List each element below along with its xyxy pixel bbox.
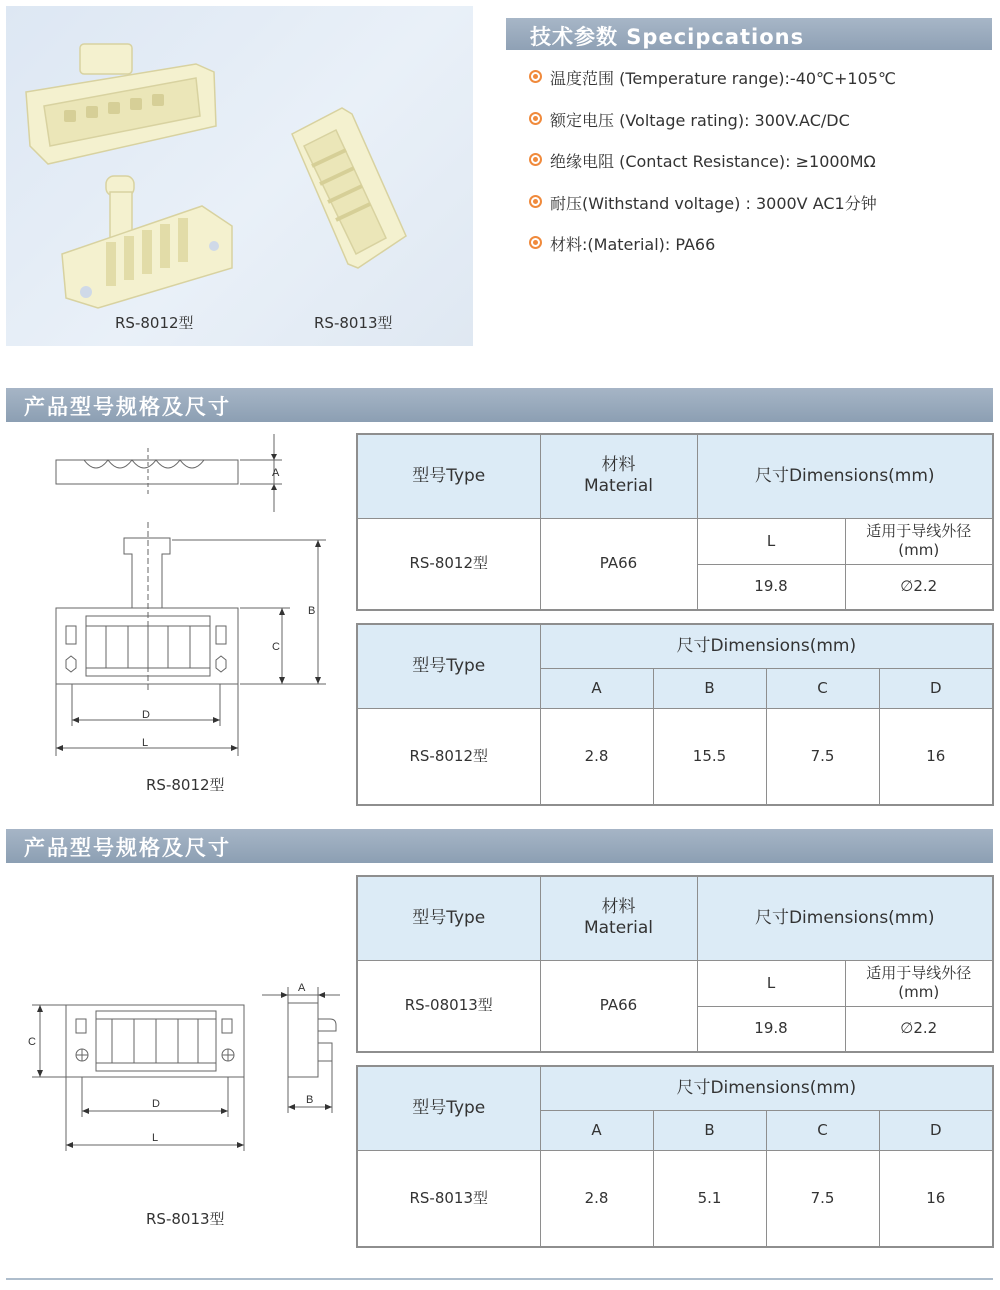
header-type: 型号Type — [357, 876, 540, 960]
col-b: B — [653, 1110, 766, 1150]
cell-model: RS-8012型 — [357, 708, 540, 805]
header-dimensions: 尺寸Dimensions(mm) — [540, 624, 993, 668]
dim-label-l: L — [142, 737, 149, 749]
col-c: C — [766, 668, 879, 708]
dim-label-a: A — [298, 982, 306, 994]
specs-title: 技术参数 Specipcations — [530, 25, 805, 49]
cell-l-value: 19.8 — [697, 564, 845, 610]
bullet-icon — [529, 70, 542, 83]
spec-item-voltage: 额定电压 (Voltage rating): 300V.AC/DC — [529, 108, 999, 150]
section1-title: 产品型号规格及尺寸 — [24, 395, 231, 419]
subheader-l: L — [697, 518, 845, 564]
cell-d: 16 — [879, 708, 993, 805]
cell-model: RS-8012型 — [357, 518, 540, 610]
col-c: C — [766, 1110, 879, 1150]
dim-label-b: B — [306, 1094, 314, 1106]
dim-label-a: A — [272, 467, 280, 479]
bottom-divider — [6, 1278, 993, 1280]
col-d: D — [879, 668, 993, 708]
cell-c: 7.5 — [766, 708, 879, 805]
cell-wire-value: ∅2.2 — [845, 564, 993, 610]
photo-caption-rs8012: RS-8012型 — [115, 314, 194, 332]
header-dimensions: 尺寸Dimensions(mm) — [697, 876, 993, 960]
header-dimensions: 尺寸Dimensions(mm) — [697, 434, 993, 518]
product-photo — [6, 6, 473, 346]
header-material: 材料 Material — [540, 434, 697, 518]
rs8012-technical-drawing — [40, 430, 340, 770]
dim-label-c: C — [28, 1036, 36, 1048]
subheader-wire-diameter: 适用于导线外径 (mm) — [845, 960, 993, 1006]
header-type: 型号Type — [357, 434, 540, 518]
cell-l-value: 19.8 — [697, 1006, 845, 1052]
header-type: 型号Type — [357, 624, 540, 708]
rs8012-material-table — [356, 433, 994, 611]
section2-title: 产品型号规格及尺寸 — [24, 836, 231, 860]
dim-label-c: C — [272, 641, 280, 653]
col-a: A — [540, 1110, 653, 1150]
bullet-icon — [529, 236, 542, 249]
cell-d: 16 — [879, 1150, 993, 1247]
header-material: 材料 Material — [540, 876, 697, 960]
cell-wire-value: ∅2.2 — [845, 1006, 993, 1052]
rs8013-technical-drawing — [22, 975, 352, 1165]
dim-label-d: D — [152, 1098, 160, 1110]
rs8012-top-connector — [26, 44, 216, 164]
dim-label-b: B — [308, 605, 316, 617]
rs8012-dimensions-table — [356, 623, 994, 806]
cell-b: 15.5 — [653, 708, 766, 805]
col-a: A — [540, 668, 653, 708]
rs8013-dimensions-table — [356, 1065, 994, 1248]
rs8013-material-table — [356, 875, 994, 1053]
cell-model: RS-08013型 — [357, 960, 540, 1052]
bullet-icon — [529, 153, 542, 166]
spec-item-withstand: 耐压(Withstand voltage) : 3000V AC1分钟 — [529, 191, 999, 233]
cell-a: 2.8 — [540, 708, 653, 805]
subheader-l: L — [697, 960, 845, 1006]
cell-material: PA66 — [540, 960, 697, 1052]
dim-label-d: D — [142, 709, 150, 721]
spec-item-resistance: 绝缘电阻 (Contact Resistance): ≥1000MΩ — [529, 149, 999, 191]
connector-photo-illustration — [6, 6, 473, 346]
header-type: 型号Type — [357, 1066, 540, 1150]
rs8012-drawing-caption: RS-8012型 — [146, 776, 225, 794]
cell-c: 7.5 — [766, 1150, 879, 1247]
col-d: D — [879, 1110, 993, 1150]
header-dimensions: 尺寸Dimensions(mm) — [540, 1066, 993, 1110]
bullet-icon — [529, 195, 542, 208]
cell-model: RS-8013型 — [357, 1150, 540, 1247]
spec-item-temperature: 温度范围 (Temperature range):-40℃+105℃ — [529, 66, 999, 108]
photo-caption-rs8013: RS-8013型 — [314, 314, 393, 332]
cell-material: PA66 — [540, 518, 697, 610]
dim-label-l: L — [152, 1132, 159, 1144]
specs-title-bar — [506, 18, 992, 50]
bullet-icon — [529, 112, 542, 125]
section1-title-bar — [6, 388, 993, 422]
subheader-wire-diameter: 适用于导线外径 (mm) — [845, 518, 993, 564]
spec-item-material: 材料:(Material): PA66 — [529, 232, 999, 274]
section2-title-bar — [6, 829, 993, 863]
specs-list — [529, 66, 999, 274]
col-b: B — [653, 668, 766, 708]
rs8013-drawing-caption: RS-8013型 — [146, 1210, 225, 1228]
cell-b: 5.1 — [653, 1150, 766, 1247]
cell-a: 2.8 — [540, 1150, 653, 1247]
rs8013-connector — [292, 108, 406, 268]
